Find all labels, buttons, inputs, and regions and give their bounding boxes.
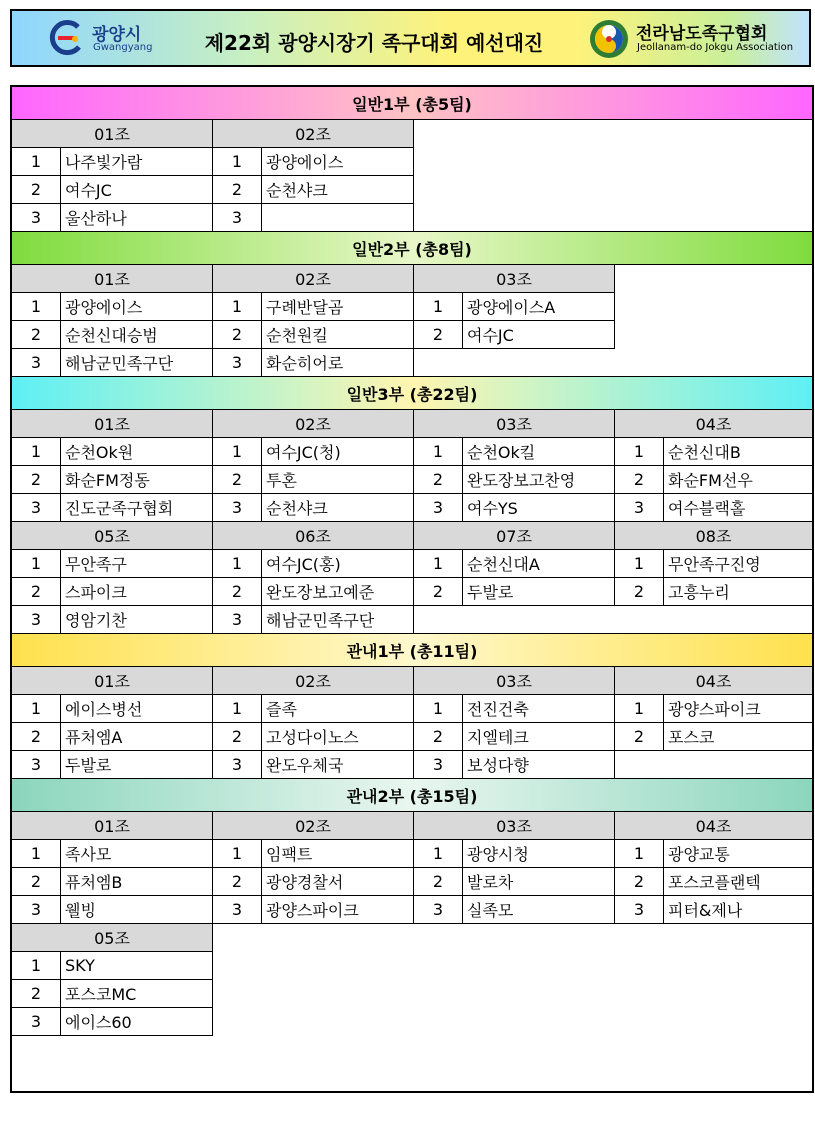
group-label: 06조 xyxy=(213,522,414,550)
group-label: 02조 xyxy=(213,120,414,148)
team-name: 순천Ok원 xyxy=(61,438,213,466)
seed-number: 2 xyxy=(414,723,463,751)
page-title: 제22회 광양시장기 족구대회 예선대진 xyxy=(204,31,544,55)
empty-cell xyxy=(213,952,414,980)
seed-number: 2 xyxy=(12,466,61,494)
team-name: 보성다향 xyxy=(463,751,615,779)
group-label: 03조 xyxy=(414,667,615,695)
seed-number: 1 xyxy=(12,438,61,466)
seed-number: 3 xyxy=(414,896,463,924)
team-name: 순천신대승범 xyxy=(61,321,213,349)
empty-cell xyxy=(615,321,813,349)
team-name: 광양에이스A xyxy=(463,293,615,321)
group-label: 08조 xyxy=(615,522,813,550)
seed-number: 1 xyxy=(12,293,61,321)
empty-cell xyxy=(414,120,615,148)
team-name: 웰빙 xyxy=(61,896,213,924)
team-name: 즐족 xyxy=(262,695,414,723)
team-name: 두발로 xyxy=(463,578,615,606)
seed-number: 1 xyxy=(213,550,262,578)
empty-cell xyxy=(414,924,615,952)
group-label: 01조 xyxy=(12,265,213,293)
seed-number: 2 xyxy=(12,723,61,751)
seed-number: 3 xyxy=(213,494,262,522)
team-name: 화순히어로 xyxy=(262,349,414,377)
seed-number: 1 xyxy=(213,438,262,466)
empty-cell xyxy=(414,980,615,1008)
seed-number: 3 xyxy=(12,494,61,522)
seed-number: 2 xyxy=(12,321,61,349)
seed-number: 3 xyxy=(213,349,262,377)
team-name: 여수블랙홀 xyxy=(664,494,813,522)
seed-number: 1 xyxy=(12,952,61,980)
seed-number: 2 xyxy=(12,868,61,896)
association-name: 전라남도족구협회 xyxy=(636,24,768,44)
group-label: 04조 xyxy=(615,812,813,840)
team-name: 광양시청 xyxy=(463,840,615,868)
seed-number: 1 xyxy=(414,840,463,868)
team-name: 순천Ok킬 xyxy=(463,438,615,466)
seed-number: 3 xyxy=(12,751,61,779)
bracket-table xyxy=(11,86,813,1036)
team-name: 광양교통 xyxy=(664,840,813,868)
seed-number: 1 xyxy=(213,695,262,723)
seed-number: 1 xyxy=(213,840,262,868)
team-name: 두발로 xyxy=(61,751,213,779)
team-name: 여수JC xyxy=(61,176,213,204)
group-label: 01조 xyxy=(12,667,213,695)
association-name-english: Jeollanam-do Jokgu Association xyxy=(637,42,794,53)
team-name: 화순FM선우 xyxy=(664,466,813,494)
seed-number: 2 xyxy=(213,578,262,606)
team-name: 투혼 xyxy=(262,466,414,494)
empty-cell xyxy=(615,148,813,176)
empty-cell xyxy=(615,606,813,634)
gwangyang-logo-icon xyxy=(48,19,86,57)
group-label: 05조 xyxy=(12,924,213,952)
team-name: 진도군족구협회 xyxy=(61,494,213,522)
group-label: 03조 xyxy=(414,812,615,840)
team-name: 순천신대B xyxy=(664,438,813,466)
team-name: 여수JC xyxy=(463,321,615,349)
seed-number: 2 xyxy=(414,578,463,606)
city-name-english: Gwangyang xyxy=(93,42,153,53)
seed-number: 2 xyxy=(615,868,664,896)
title-banner xyxy=(10,9,811,67)
team-name: 피터&제나 xyxy=(664,896,813,924)
seed-number: 2 xyxy=(213,466,262,494)
seed-number: 3 xyxy=(615,494,664,522)
seed-number: 2 xyxy=(213,321,262,349)
seed-number: 1 xyxy=(12,148,61,176)
seed-number: 1 xyxy=(615,438,664,466)
group-label: 04조 xyxy=(615,410,813,438)
team-name: 광양스파이크 xyxy=(664,695,813,723)
team-name: 순천원킬 xyxy=(262,321,414,349)
team-name: 포스코 xyxy=(664,723,813,751)
group-label: 04조 xyxy=(615,667,813,695)
team-name: 무안족구진영 xyxy=(664,550,813,578)
seed-number: 1 xyxy=(615,695,664,723)
empty-cell xyxy=(414,952,615,980)
team-name: 에이스병선 xyxy=(61,695,213,723)
empty-cell xyxy=(414,204,615,232)
seed-number: 1 xyxy=(213,148,262,176)
seed-number: 3 xyxy=(12,349,61,377)
association-seal-icon xyxy=(589,19,629,59)
team-name: 완도장보고찬영 xyxy=(463,466,615,494)
empty-cell xyxy=(615,1008,813,1036)
seed-number: 2 xyxy=(414,321,463,349)
team-name: 퓨처엠B xyxy=(61,868,213,896)
team-name: 광양경찰서 xyxy=(262,868,414,896)
empty-cell xyxy=(615,924,813,952)
seed-number: 2 xyxy=(414,868,463,896)
section-title: 일반1부 (총5팀) xyxy=(12,87,813,120)
team-name: SKY xyxy=(61,952,213,980)
team-name: 영암기찬 xyxy=(61,606,213,634)
seed-number: 3 xyxy=(414,751,463,779)
group-label: 03조 xyxy=(414,265,615,293)
group-label: 02조 xyxy=(213,667,414,695)
team-name: 무안족구 xyxy=(61,550,213,578)
team-name: 여수YS xyxy=(463,494,615,522)
seed-number: 3 xyxy=(213,896,262,924)
team-name: 나주빛가람 xyxy=(61,148,213,176)
group-label: 02조 xyxy=(213,410,414,438)
city-name: 광양시 xyxy=(92,25,142,45)
team-name: 지엘테크 xyxy=(463,723,615,751)
group-label: 01조 xyxy=(12,812,213,840)
team-name xyxy=(262,204,414,232)
group-label: 02조 xyxy=(213,265,414,293)
team-name: 족사모 xyxy=(61,840,213,868)
section-title: 일반2부 (총8팀) xyxy=(12,232,813,265)
team-name: 완도우체국 xyxy=(262,751,414,779)
group-label: 03조 xyxy=(414,410,615,438)
section-title: 일반3부 (총22팀) xyxy=(12,377,813,410)
seed-number: 2 xyxy=(213,176,262,204)
seed-number: 3 xyxy=(12,896,61,924)
team-name: 해남군민족구단 xyxy=(61,349,213,377)
team-name: 광양에이스 xyxy=(262,148,414,176)
seed-number: 2 xyxy=(615,723,664,751)
section-title: 관내2부 (총15팀) xyxy=(12,779,813,812)
team-name: 광양스파이크 xyxy=(262,896,414,924)
team-name: 울산하나 xyxy=(61,204,213,232)
team-name: 여수JC(홍) xyxy=(262,550,414,578)
empty-cell xyxy=(615,204,813,232)
empty-cell xyxy=(615,293,813,321)
team-name: 고흥누리 xyxy=(664,578,813,606)
group-label: 02조 xyxy=(213,812,414,840)
seed-number: 1 xyxy=(12,550,61,578)
seed-number: 3 xyxy=(615,896,664,924)
seed-number: 3 xyxy=(414,494,463,522)
empty-cell xyxy=(414,176,615,204)
seed-number: 3 xyxy=(213,751,262,779)
seed-number: 1 xyxy=(414,438,463,466)
team-name: 전진건축 xyxy=(463,695,615,723)
seed-number: 1 xyxy=(12,695,61,723)
seed-number: 1 xyxy=(414,550,463,578)
empty-cell xyxy=(414,606,615,634)
empty-cell xyxy=(414,148,615,176)
seed-number: 1 xyxy=(414,695,463,723)
gwangyang-city-logo xyxy=(48,19,198,59)
team-name: 발로차 xyxy=(463,868,615,896)
team-name: 순천신대A xyxy=(463,550,615,578)
team-name: 스파이크 xyxy=(61,578,213,606)
team-name: 해남군민족구단 xyxy=(262,606,414,634)
seed-number: 1 xyxy=(12,840,61,868)
seed-number: 2 xyxy=(414,466,463,494)
group-label: 01조 xyxy=(12,410,213,438)
empty-cell xyxy=(213,1008,414,1036)
empty-cell xyxy=(213,980,414,1008)
seed-number: 2 xyxy=(12,578,61,606)
empty-cell xyxy=(615,980,813,1008)
team-name: 퓨처엠A xyxy=(61,723,213,751)
team-name: 화순FM정동 xyxy=(61,466,213,494)
seed-number: 3 xyxy=(12,606,61,634)
empty-cell xyxy=(213,924,414,952)
team-name: 고성다이노스 xyxy=(262,723,414,751)
seed-number: 2 xyxy=(615,466,664,494)
team-name: 포스코MC xyxy=(61,980,213,1008)
seed-number: 1 xyxy=(213,293,262,321)
seed-number: 3 xyxy=(213,204,262,232)
group-label: 01조 xyxy=(12,120,213,148)
section-title: 관내1부 (총11팀) xyxy=(12,634,813,667)
team-name: 완도장보고예준 xyxy=(262,578,414,606)
seed-number: 1 xyxy=(615,550,664,578)
team-name: 임팩트 xyxy=(262,840,414,868)
empty-cell xyxy=(414,349,615,377)
empty-cell xyxy=(615,349,813,377)
association-logo xyxy=(589,17,809,61)
team-name: 여수JC(청) xyxy=(262,438,414,466)
empty-cell xyxy=(615,120,813,148)
team-name: 구례반달곰 xyxy=(262,293,414,321)
team-name: 순천샤크 xyxy=(262,494,414,522)
team-name: 순천샤크 xyxy=(262,176,414,204)
group-label: 05조 xyxy=(12,522,213,550)
seed-number: 2 xyxy=(615,578,664,606)
team-name: 에이스60 xyxy=(61,1008,213,1036)
empty-cell xyxy=(414,1008,615,1036)
seed-number: 2 xyxy=(213,868,262,896)
empty-cell xyxy=(615,952,813,980)
seed-number: 2 xyxy=(12,980,61,1008)
seed-number: 2 xyxy=(12,176,61,204)
seed-number: 3 xyxy=(12,1008,61,1036)
seed-number: 3 xyxy=(12,204,61,232)
seed-number: 1 xyxy=(615,840,664,868)
group-label: 07조 xyxy=(414,522,615,550)
seed-number: 3 xyxy=(213,606,262,634)
empty-cell xyxy=(615,176,813,204)
seed-number: 2 xyxy=(213,723,262,751)
empty-cell xyxy=(615,751,813,779)
team-name: 실족모 xyxy=(463,896,615,924)
empty-cell xyxy=(615,265,813,293)
team-name: 포스코플랜텍 xyxy=(664,868,813,896)
team-name: 광양에이스 xyxy=(61,293,213,321)
seed-number: 1 xyxy=(414,293,463,321)
